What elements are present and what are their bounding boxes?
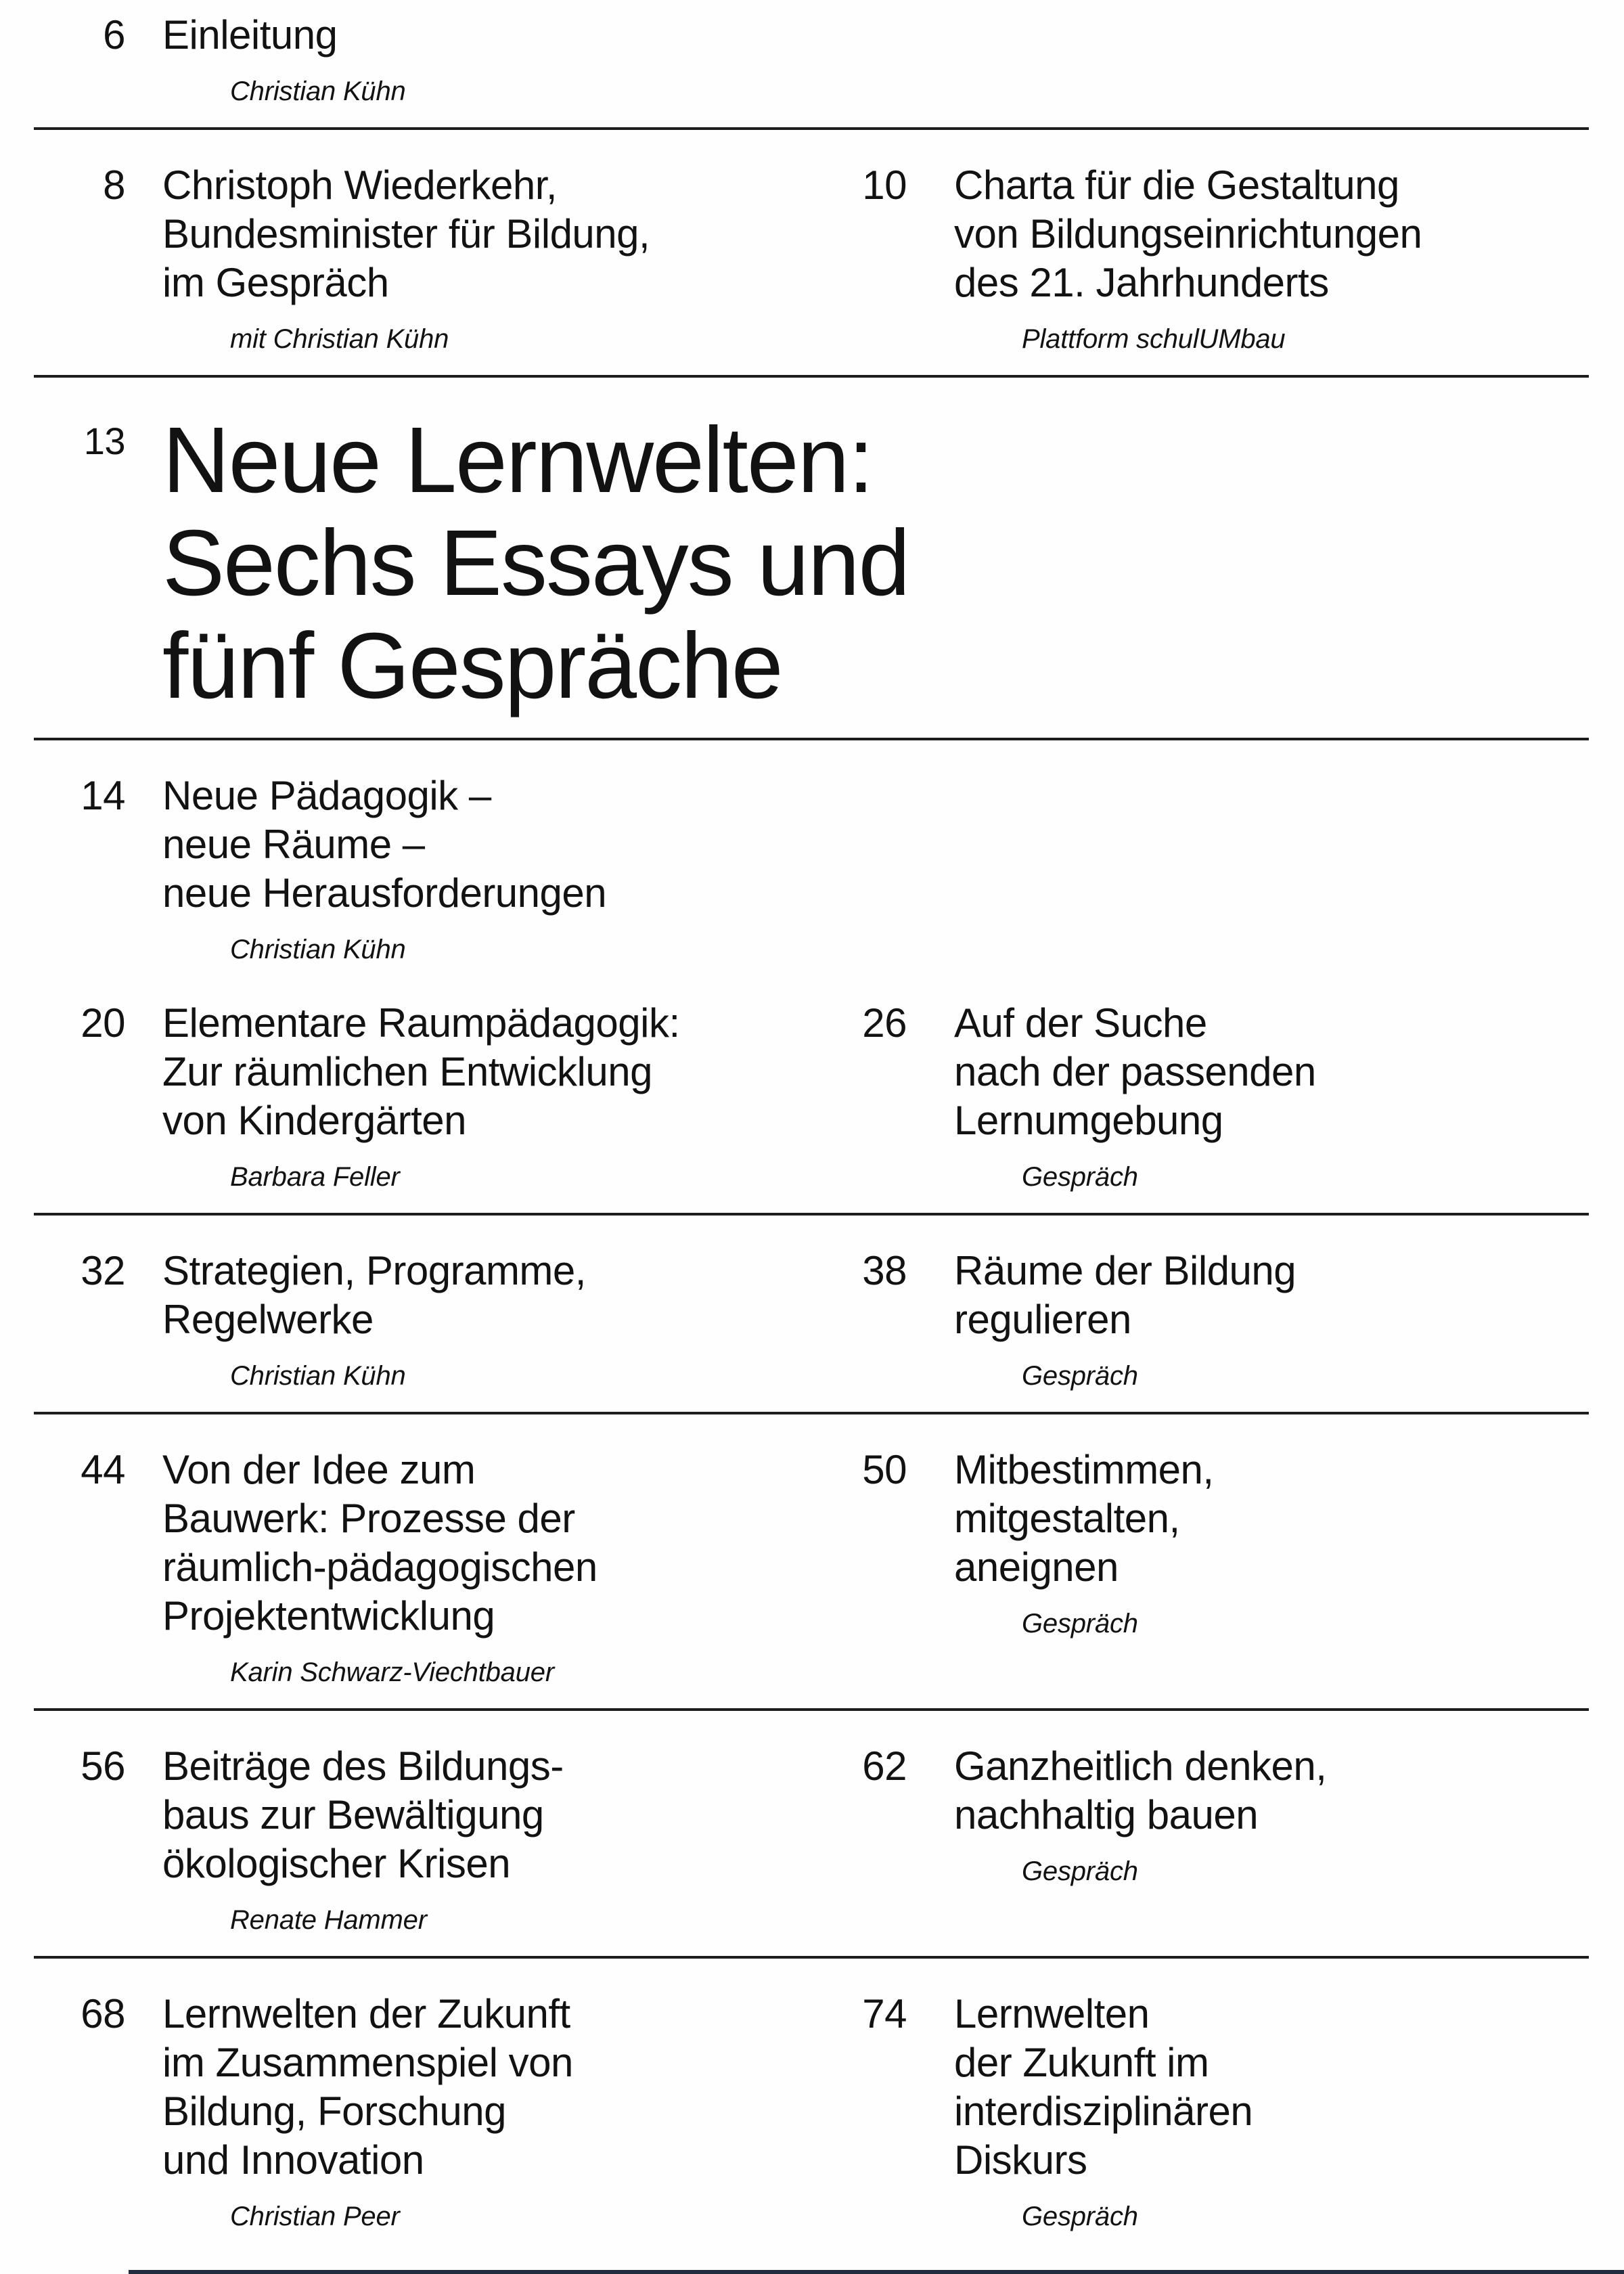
section-divider xyxy=(34,1213,1589,1216)
section-divider xyxy=(34,1412,1589,1414)
entry-author: Gespräch xyxy=(1022,1361,1138,1391)
entry-author: Barbara Feller xyxy=(230,1162,400,1192)
entry-number: 10 xyxy=(862,162,907,208)
section-divider xyxy=(34,375,1589,378)
entry-number: 68 xyxy=(81,1991,125,2036)
entry-author: Gespräch xyxy=(1022,1162,1138,1192)
entry-title-line: im Gespräch xyxy=(162,260,389,305)
section-heading-line: fünf Gespräche xyxy=(162,614,782,718)
toc-row xyxy=(0,1742,1624,1936)
section-heading-line: Neue Lernwelten: xyxy=(162,408,873,512)
entry xyxy=(125,1742,839,1936)
entry-title xyxy=(954,999,1587,1145)
entry-title-line: neue Räume – xyxy=(162,822,425,867)
entry-title-line: Lernwelten xyxy=(954,1991,1150,2036)
entry-title-line: Strategien, Programme, xyxy=(162,1248,586,1293)
toc-row xyxy=(0,11,1624,107)
entry-title-line: Projektentwicklung xyxy=(162,1593,495,1638)
entry-title-line: Neue Pädagogik – xyxy=(162,773,491,818)
entry-title-line: Beiträge des Bildungs- xyxy=(162,1743,564,1789)
toc-row xyxy=(0,161,1624,355)
entry-title-line: Regelwerke xyxy=(162,1297,374,1342)
entry-title xyxy=(162,1742,798,1888)
entry-title-line: Christoph Wiederkehr, xyxy=(162,162,558,208)
entry-title-line: Einleitung xyxy=(162,12,338,58)
entry-title-line: Lernumgebung xyxy=(954,1098,1223,1143)
entry-title xyxy=(162,161,798,307)
entry xyxy=(907,1247,1624,1391)
entry-title-line: interdisziplinären xyxy=(954,2089,1253,2134)
section-divider xyxy=(34,738,1589,740)
entry-number: 32 xyxy=(81,1248,125,1293)
entry-title-line: mitgestalten, xyxy=(954,1496,1180,1541)
entry-title-line: Bundesminister für Bildung, xyxy=(162,211,650,257)
entry-title xyxy=(954,161,1587,307)
entry-title-line: nach der passenden xyxy=(954,1049,1316,1094)
entry-number: 74 xyxy=(862,1991,907,2036)
section-heading-line: Sechs Essays und xyxy=(162,511,909,615)
entry-title-line: des 21. Jahrhunderts xyxy=(954,260,1329,305)
bottom-accent-bar xyxy=(129,2270,1624,2274)
entry-title-line: nachhaltig bauen xyxy=(954,1792,1259,1837)
entry-author: mit Christian Kühn xyxy=(230,324,449,354)
entry-number: 20 xyxy=(81,1000,125,1046)
entry-title-line: regulieren xyxy=(954,1297,1131,1342)
entry-title xyxy=(162,772,798,918)
entry xyxy=(125,1247,839,1391)
entry-author: Christian Kühn xyxy=(230,1361,406,1391)
section-divider xyxy=(34,1708,1589,1711)
entry-title-line: Bauwerk: Prozesse der xyxy=(162,1496,575,1541)
toc-row xyxy=(0,1446,1624,1688)
entry xyxy=(907,1446,1624,1639)
entry-author: Gespräch xyxy=(1022,1609,1138,1638)
entry-author: Christian Peer xyxy=(230,2202,400,2231)
entry-title-line: Elementare Raumpädagogik: xyxy=(162,1000,680,1046)
entry-title xyxy=(162,11,798,60)
entry-title-line: Von der Idee zum xyxy=(162,1447,476,1492)
entry xyxy=(125,1990,839,2232)
entry-title-line: Charta für die Gestaltung xyxy=(954,162,1399,208)
entry-title-line: Diskurs xyxy=(954,2137,1087,2183)
entry-title xyxy=(162,1990,798,2185)
entry xyxy=(125,161,839,355)
toc-row xyxy=(0,1990,1624,2232)
entry-number: 38 xyxy=(862,1248,907,1293)
entry-title-line: Auf der Suche xyxy=(954,1000,1207,1046)
toc-row xyxy=(0,772,1624,965)
entry-number: 62 xyxy=(862,1743,907,1789)
entry-title-line: räumlich-pädagogischen xyxy=(162,1544,597,1590)
entry xyxy=(907,999,1624,1192)
entry-title xyxy=(162,999,798,1145)
entry-number: 50 xyxy=(862,1447,907,1492)
section-heading-number: 13 xyxy=(83,420,125,462)
entry-title-line: und Innovation xyxy=(162,2137,424,2183)
section-heading-title xyxy=(125,409,1624,717)
entry-author: Renate Hammer xyxy=(230,1905,427,1935)
entry xyxy=(125,1446,839,1688)
entry xyxy=(125,999,839,1192)
entry-title-line: neue Herausforderungen xyxy=(162,870,607,916)
entry-title-line: Räume der Bildung xyxy=(954,1248,1296,1293)
entry-number: 8 xyxy=(103,162,125,208)
entry-title-line: Ganzheitlich denken, xyxy=(954,1743,1327,1789)
entry-title-line: von Bildungseinrichtungen xyxy=(954,211,1422,257)
entry-number: 56 xyxy=(81,1743,125,1789)
entry xyxy=(125,11,839,107)
entry xyxy=(907,1742,1624,1887)
entry-title xyxy=(954,1446,1587,1592)
entry-number: 14 xyxy=(81,773,125,818)
section-divider xyxy=(34,1956,1589,1959)
entry xyxy=(907,1990,1624,2232)
entry-author: Christian Kühn xyxy=(230,76,406,106)
entry-title-line: Zur räumlichen Entwicklung xyxy=(162,1049,652,1094)
entry-title-line: ökologischer Krisen xyxy=(162,1841,511,1886)
entry-title-line: im Zusammenspiel von xyxy=(162,2040,573,2085)
entry-title-line: von Kindergärten xyxy=(162,1098,466,1143)
entry-title-line: Lernwelten der Zukunft xyxy=(162,1991,570,2036)
section-divider xyxy=(34,127,1589,130)
entry-title xyxy=(954,1742,1587,1840)
entry-title-line: aneignen xyxy=(954,1544,1119,1590)
entry-title xyxy=(162,1446,798,1641)
entry-author: Karin Schwarz-Viechtbauer xyxy=(230,1657,554,1687)
entry-title xyxy=(162,1247,798,1344)
entry-author: Plattform schulUMbau xyxy=(1022,324,1286,354)
entry-title xyxy=(954,1247,1587,1344)
entry-title-line: der Zukunft im xyxy=(954,2040,1209,2085)
entry xyxy=(125,772,839,965)
entry-number: 6 xyxy=(103,12,125,58)
entry-title-line: Mitbestimmen, xyxy=(954,1447,1214,1492)
entry-author: Gespräch xyxy=(1022,1856,1138,1886)
entry-title xyxy=(954,1990,1587,2185)
entry-number: 26 xyxy=(862,1000,907,1046)
section-heading xyxy=(0,409,1624,717)
entry-title-line: baus zur Bewältigung xyxy=(162,1792,544,1837)
entry xyxy=(907,161,1624,355)
entry-number: 44 xyxy=(81,1447,125,1492)
entry-title-line: Bildung, Forschung xyxy=(162,2089,506,2134)
toc-row xyxy=(0,999,1624,1192)
toc-row xyxy=(0,1247,1624,1391)
entry-author: Gespräch xyxy=(1022,2202,1138,2231)
entry-author: Christian Kühn xyxy=(230,935,406,964)
